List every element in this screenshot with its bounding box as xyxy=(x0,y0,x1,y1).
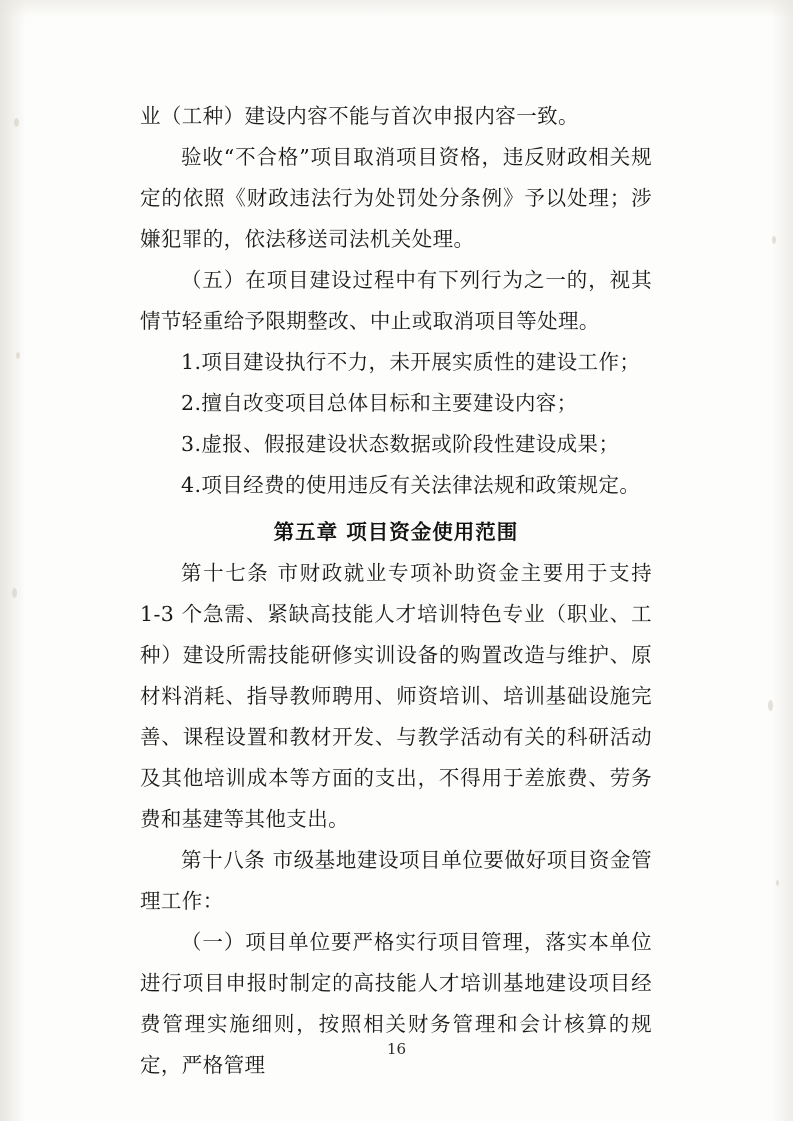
paragraph-acceptance-failure: 验收“不合格”项目取消项目资格，违反财政相关规定的依照《财政违法行为处罚处分条例》予以处理；涉嫌犯罪的，依法移送司法机关处理。 xyxy=(140,145,652,251)
paragraph-continuation: 业（工种）建设内容不能与首次申报内容一致。 xyxy=(140,104,579,128)
document-body xyxy=(140,96,652,1086)
article-eighteen: 第十八条 市级基地建设项目单位要做好项目资金管理工作： xyxy=(140,848,652,913)
scan-edge-top xyxy=(0,0,793,18)
chapter-heading: 第五章 项目资金使用范围 xyxy=(273,520,519,544)
scan-speck xyxy=(772,236,776,244)
list-item-2: 2.擅自改变项目总体目标和主要建设内容； xyxy=(181,391,578,415)
list-item-3: 3.虚报、假报建设状态数据或阶段性建设成果； xyxy=(181,432,620,456)
scan-speck xyxy=(12,588,17,598)
article-seventeen: 第十七条 市财政就业专项补助资金主要用于支持 1-3 个急需、紧缺高技能人才培训特色专业（职业、工种）建设所需技能研修实训设备的购置改造与维护、原材料消耗、指导教师聘用、师资培训、培训基础设施完善、课程设置和教材开发、与教学活动有关的科研活动及其他培训成本等方面的支出，不得用于差旅费、劳务费和基建等其他支出。 xyxy=(140,561,652,831)
scan-speck xyxy=(768,700,773,711)
list-item-1: 1.项目建设执行不力，未开展实质性的建设工作； xyxy=(181,350,641,374)
page-number: 16 xyxy=(386,1040,407,1058)
scan-edge-right xyxy=(771,0,793,1121)
scan-speck xyxy=(14,118,19,127)
scan-speck xyxy=(16,352,20,359)
paragraph-item-five: （五）在项目建设过程中有下列行为之一的，视其情节轻重给予限期整改、中止或取消项目等处理。 xyxy=(140,268,652,333)
scan-speck xyxy=(776,880,779,886)
scan-edge-left xyxy=(0,0,26,1121)
article-eighteen-item-one: （一）项目单位要严格实行项目管理，落实本单位进行项目申报时制定的高技能人才培训基地建设项目经费管理实施细则，按照相关财务管理和会计核算的规定，严格管理 xyxy=(140,930,652,1077)
list-item-4: 4.项目经费的使用违反有关法律法规和政策规定。 xyxy=(181,473,641,497)
